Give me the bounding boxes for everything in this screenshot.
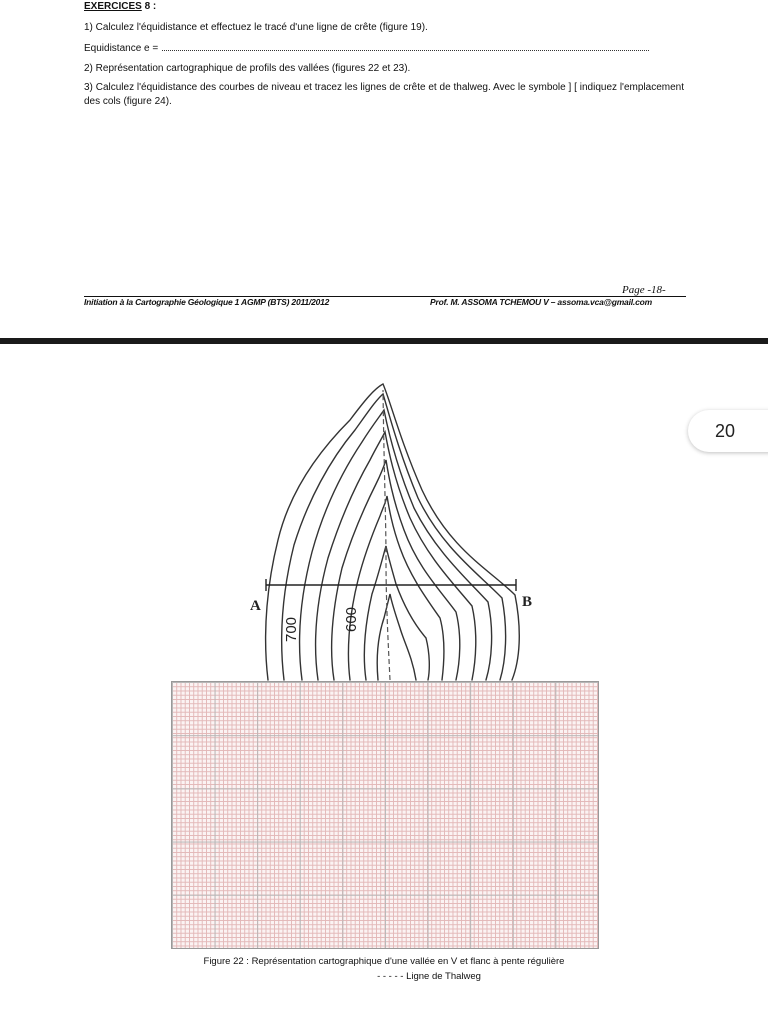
previous-page: [0, 0, 768, 338]
contour-map: [150, 380, 550, 685]
figure-caption: Figure 22 : Représentation cartographique d'une vallée en V et flanc à pente régulière: [203, 956, 565, 967]
contour-label-600: 600: [343, 606, 360, 632]
graph-paper: [171, 681, 599, 949]
footer-course: Initiation à la Cartographie Géologique 1 AGMP (BTS) 2011/2012: [84, 297, 330, 307]
footer-author: Prof. M. ASSOMA TCHEMOU V – assoma.vca@gmail.com: [430, 297, 652, 307]
contour-line: [300, 410, 492, 680]
equidistance-label: Equidistance e =: [84, 43, 159, 54]
question-3: 3) Calculez l'équidistance des courbes de niveau et tracez les lignes de crête et de thalweg. Avec le symbole ] [ indiquez l'emplacement des cols (figure 24).: [84, 82, 684, 107]
answer-blank: [162, 42, 649, 51]
contour-line: [332, 460, 460, 680]
contour-line: [364, 546, 429, 680]
page-number: Page -18-: [622, 284, 666, 296]
label-b: B: [522, 594, 533, 610]
contour-line: [266, 384, 520, 680]
label-a: A: [250, 598, 261, 614]
question-2: 2) Représentation cartographique de profils des vallées (figures 22 et 23).: [84, 63, 411, 74]
page-indicator-badge[interactable]: 20: [688, 410, 768, 452]
figure-legend: - - - - - Ligne de Thalweg: [377, 971, 481, 982]
contour-line: [377, 594, 416, 680]
contour-line: [348, 496, 444, 680]
exercise-heading: EXERCICES 8 :: [84, 1, 157, 12]
contour-label-700: 700: [283, 616, 300, 642]
equidistance-line: [84, 42, 684, 56]
question-1: 1) Calculez l'équidistance et effectuez le tracé d'une ligne de crête (figure 19).: [84, 22, 428, 33]
contour-line: [316, 432, 476, 680]
